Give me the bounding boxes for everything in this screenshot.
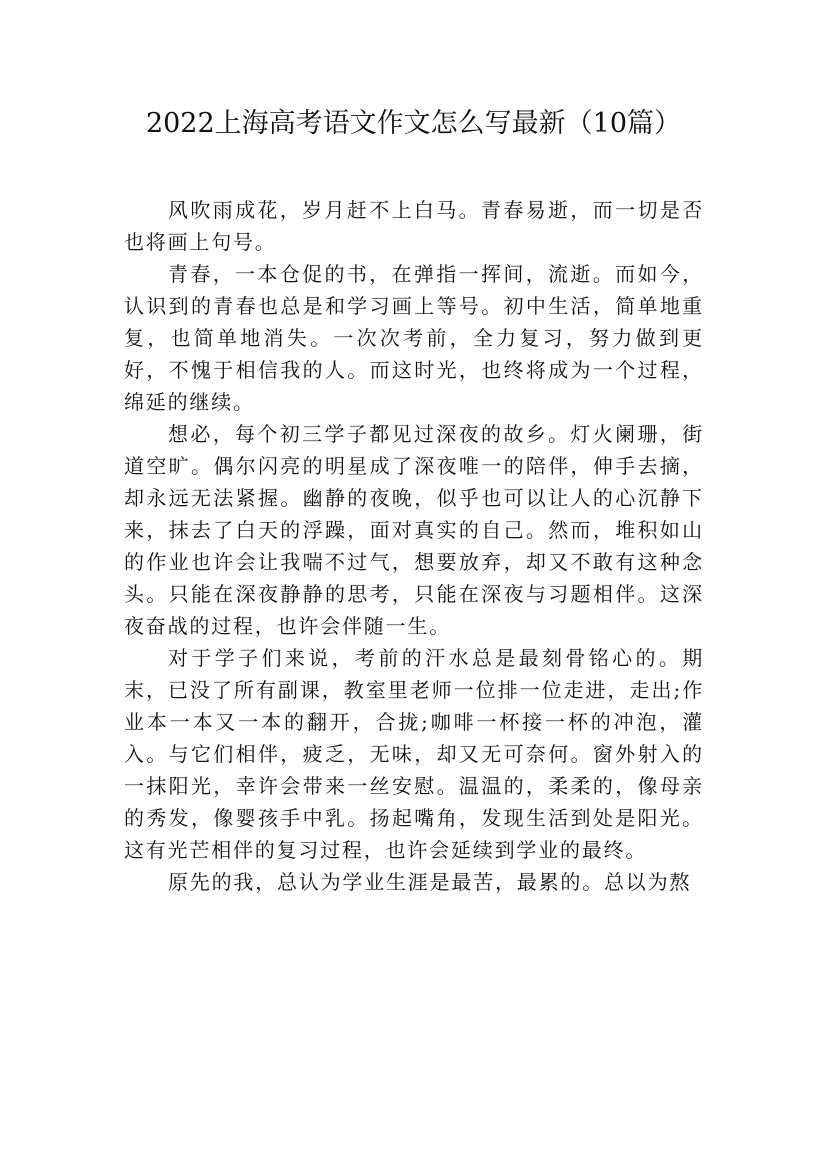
paragraph: 对于学子们来说，考前的汗水总是最刻骨铭心的。期末，已没了所有副课，教室里老师一位排一位走进，走出;作业本一本又一本的翻开，合拢;咖啡一杯接一杯的冲泡，灌入。与它们相伴，疲乏，无味，却又无可奈何。窗外射入的一抹阳光，幸许会带来一丝安慰。温温的，柔柔的，像母亲的秀发，像婴孩手中乳。扬起嘴角，发现生活到处是阳光。这有光芒相伴的复习过程，也许会延续到学业的最终。 <box>124 646 704 862</box>
document-title: 2022上海高考语文作文怎么写最新（10篇） <box>145 108 682 139</box>
paragraph: 风吹雨成花，岁月赶不上白马。青春易逝，而一切是否也将画上句号。 <box>124 198 704 254</box>
paragraph: 想必，每个初三学子都见过深夜的故乡。灯火阑珊，街道空旷。偶尔闪亮的明星成了深夜唯一的陪伴，伸手去摘，却永远无法紧握。幽静的夜晚，似乎也可以让人的心沉静下来，抹去了白天的浮躁，面对真实的自己。然而，堆积如山的作业也许会让我喘不过气，想要放弃，却又不敢有这种念头。只能在深夜静静的思考，只能在深夜与习题相伴。这深夜奋战的过程，也许会伴随一生。 <box>124 422 704 638</box>
document-body <box>124 194 704 898</box>
paragraph: 原先的我，总认为学业生涯是最苦，最累的。总以为熬 <box>168 870 692 894</box>
paragraph: 青春，一本仓促的书，在弹指一挥间，流逝。而如今，认识到的青春也总是和学习画上等号。初中生活，简单地重复，也简单地消失。一次次考前，全力复习，努力做到更好，不愧于相信我的人。而这时光，也终将成为一个过程，绵延的继续。 <box>124 262 704 414</box>
